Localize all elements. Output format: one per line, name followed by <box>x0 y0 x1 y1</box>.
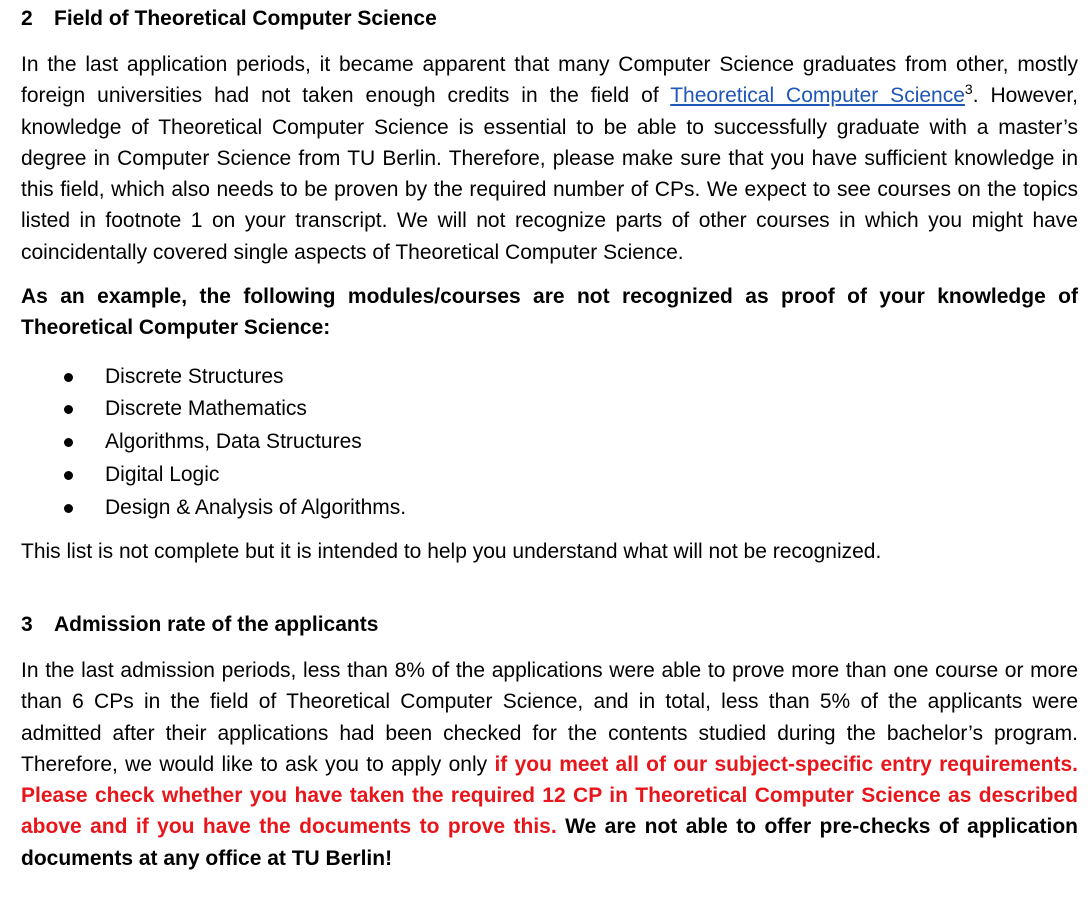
section-3-heading <box>21 610 1078 640</box>
list-item <box>21 393 1078 426</box>
not-recognized-intro: As an example, the following modules/courses are not recognized as proof of your knowledge of Theoretical Computer Science: <box>21 285 1078 340</box>
list-item-text: Digital Logic <box>105 463 220 487</box>
list-item-text: Discrete Mathematics <box>105 397 307 421</box>
list-item <box>21 426 1078 459</box>
list-item-text: Algorithms, Data Structures <box>105 430 362 454</box>
section-2-title: Field of Theoretical Computer Science <box>54 7 437 30</box>
bullet-icon <box>64 405 73 414</box>
bullet-icon <box>64 504 73 513</box>
section-2-paragraph-rest: . However, knowledge of Theoretical Computer Science is essential to be able to successfully graduate with a master’s degree in Computer Science from TU Berlin. Therefore, please make sure that you have sufficient knowledge in this field, which also needs to be proven by the required number of CPs. We expect to see courses on the topics listed in footnote 1 on your transcript. We will not recognize parts of other courses in which you might have coincidentally covered single aspects of Theoretical Computer Science. <box>21 84 1079 264</box>
bullet-icon <box>64 373 73 382</box>
no-prechecks-notice: We are not able to offer pre-checks of application documents at any office at TU Berlin! <box>21 815 1078 870</box>
list-note: This list is not complete but it is intended to help you understand what will not be recognized. <box>21 539 882 563</box>
list-item <box>21 459 1078 492</box>
section-3-paragraph-intro: In the last admission periods, less than 8% of the applications were able to prove more than one course or more than 6 CPs in the field of Theoretical Computer Science, and in total, less than 5% of the applicants were admitted after their applications had been checked for the contents studied during the bachelor’s program. Therefore, we would like to ask you to apply only <box>21 658 1078 776</box>
list-item <box>21 361 1078 394</box>
list-item-text: Discrete Structures <box>105 364 284 388</box>
section-3-title: Admission rate of the applicants <box>54 612 379 636</box>
section-2-heading <box>21 4 1078 34</box>
list-item-text: Design & Analysis of Algorithms. <box>105 495 407 519</box>
theoretical-cs-link[interactable]: Theoretical Computer Science <box>670 84 965 108</box>
bullet-icon <box>64 471 73 480</box>
section-2-paragraph-intro: In the last application periods, it became apparent that many Computer Science graduates from other, mostly foreign universities had not taken enough credits in the field of <box>21 53 1078 108</box>
list-item <box>21 492 1078 525</box>
section-3-paragraph <box>21 655 1078 874</box>
requirements-warning: if you meet all of our subject-specific entry requirements. Please check whether you have taken the required 12 CP in Theoretical Computer Science as described above and if you have the documents to prove this. <box>21 752 1078 839</box>
section-3-number: 3 <box>21 612 33 636</box>
section-2-number: 2 <box>21 7 33 30</box>
not-recognized-list <box>21 361 1078 525</box>
section-2-paragraph <box>21 49 1078 268</box>
footnote-ref[interactable]: 3 <box>964 81 973 98</box>
bullet-icon <box>64 438 73 447</box>
